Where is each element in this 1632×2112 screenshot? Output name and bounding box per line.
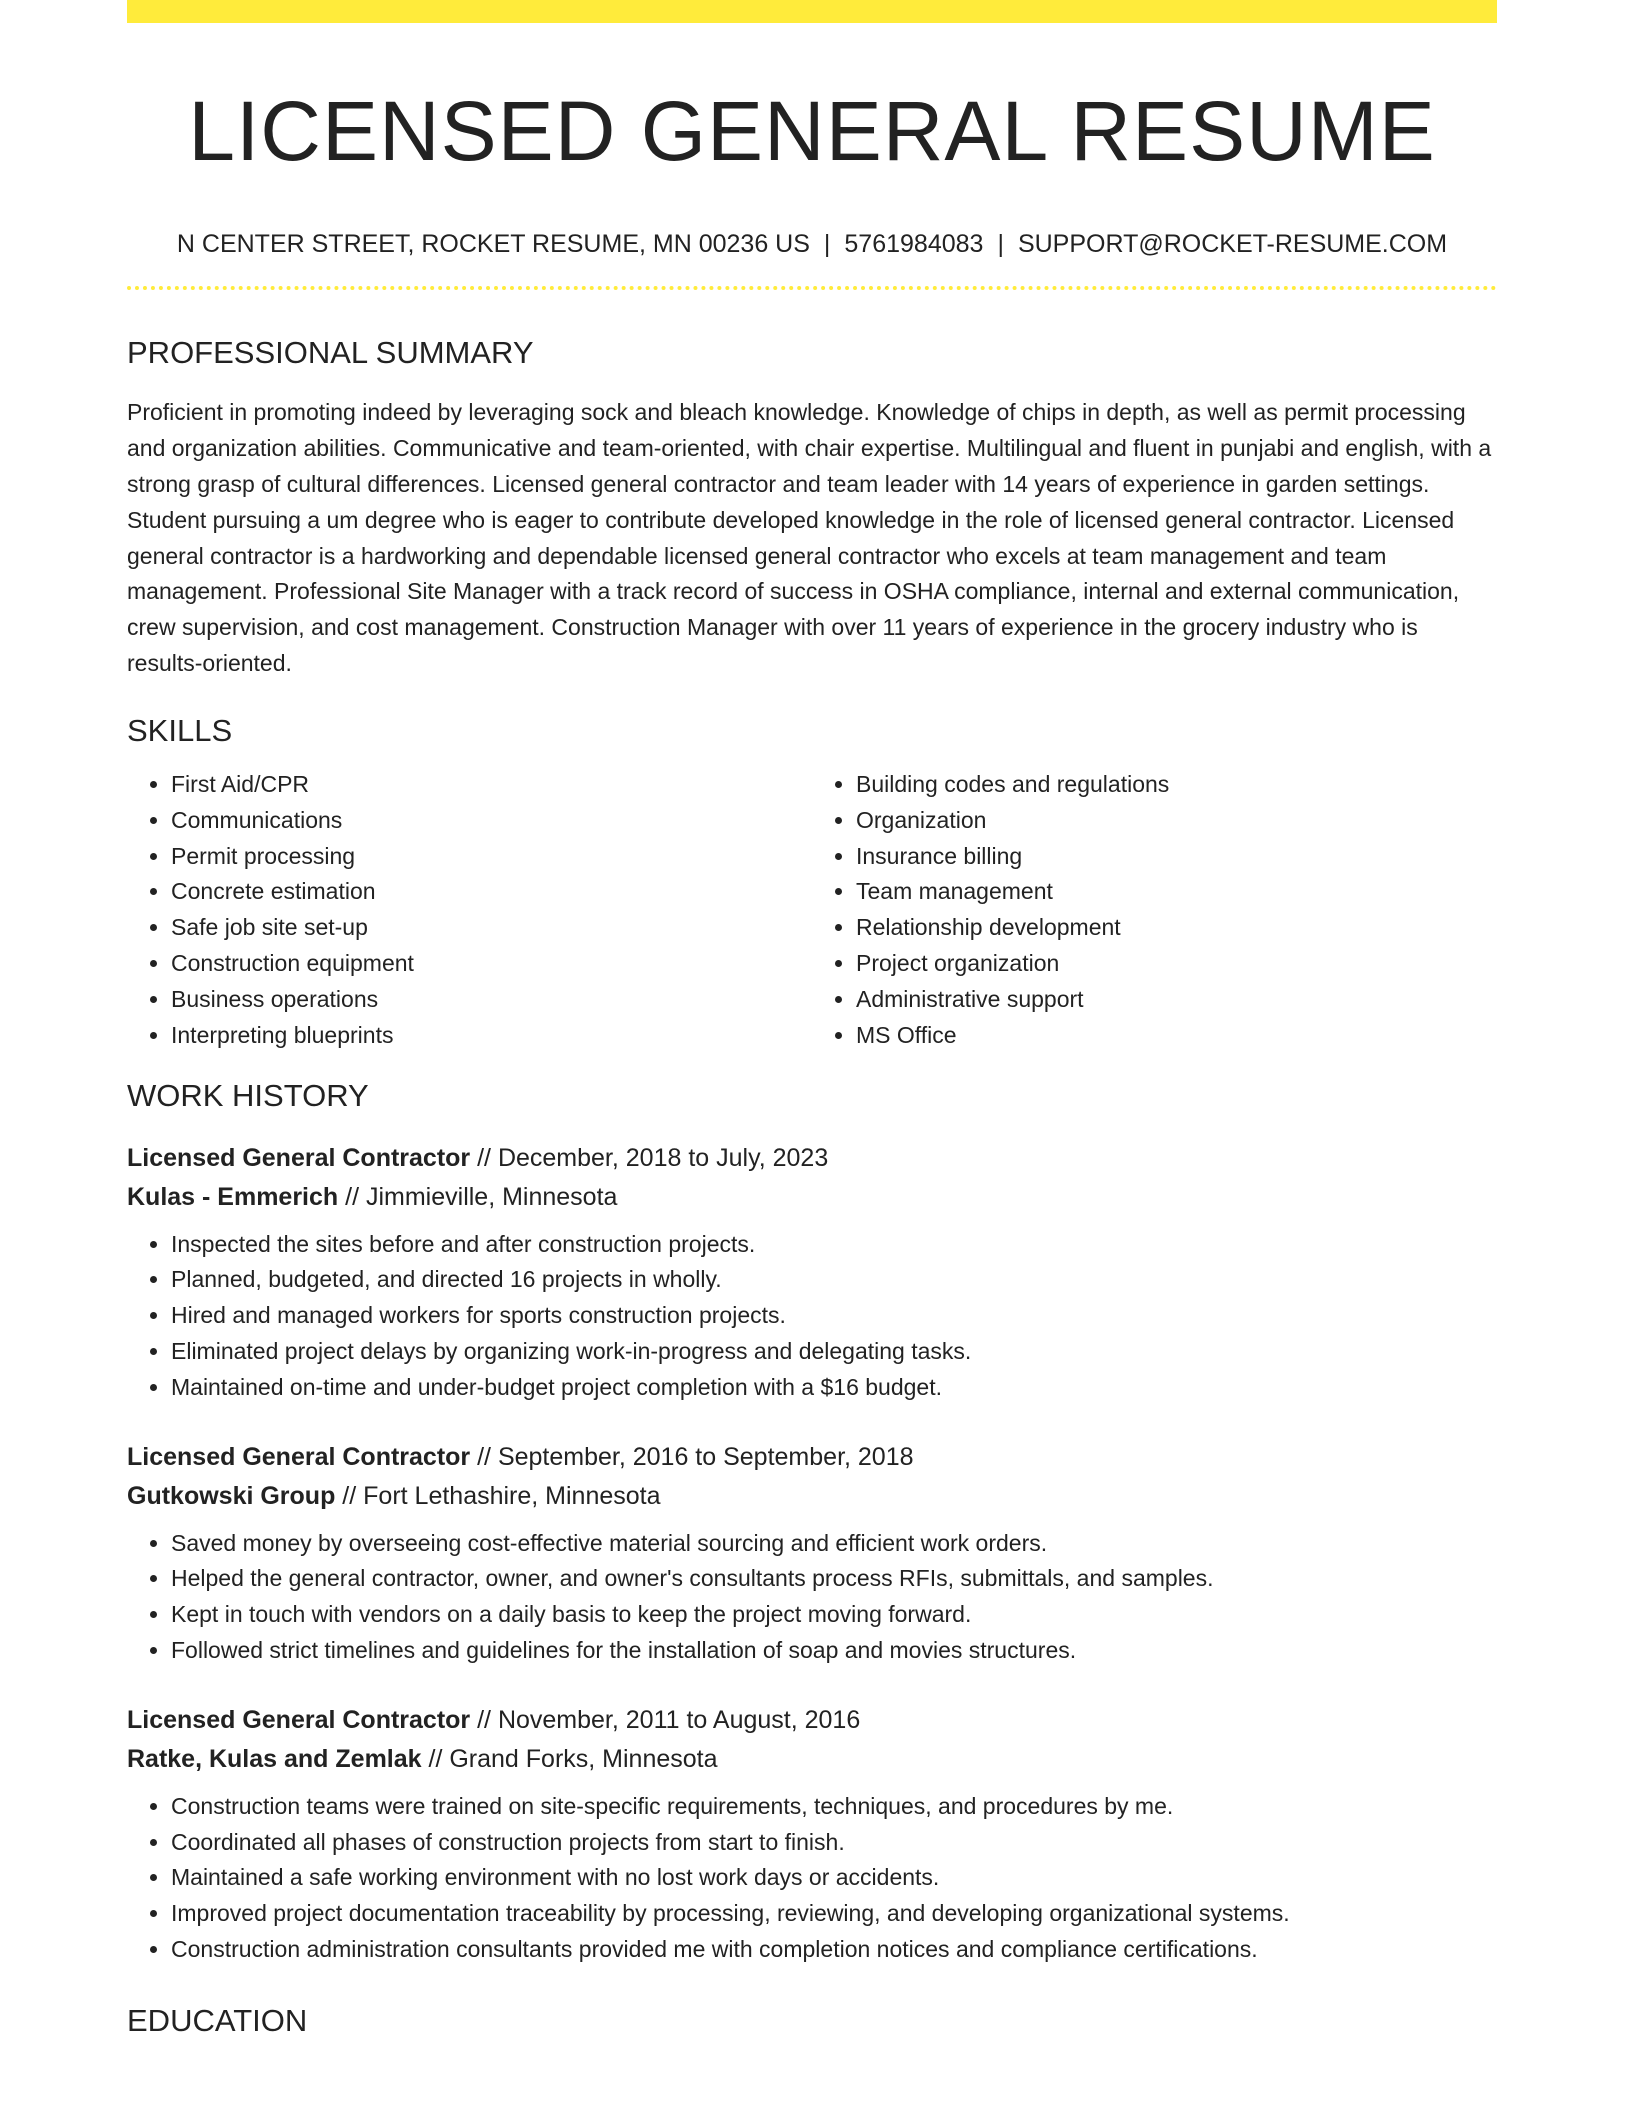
job-role: Licensed General Contractor [127,1442,471,1471]
job-bullets [127,1526,1497,1669]
job-dates: // November, 2011 to August, 2016 [470,1705,861,1734]
job-title-line [127,1701,1497,1740]
job-company: Kulas - Emmerich [127,1182,339,1211]
job-bullet: • Hired and managed workers for sports construction projects. [171,1298,1497,1334]
skill-item: • Team management [856,874,1497,910]
skill-item: • Interpreting blueprints [171,1018,812,1054]
skill-item: • Permit processing [171,839,812,875]
contact-separator: | [823,229,831,258]
job-bullet: • Maintained on-time and under-budget project completion with a $16 budget. [171,1370,1497,1406]
job-bullet: • Improved project documentation traceability by processing, reviewing, and developing organizational systems. [171,1896,1497,1932]
job-bullets [127,1789,1497,1968]
skill-item: • Construction equipment [171,946,812,982]
resume-title: LICENSED GENERAL RESUME [188,84,1436,178]
dotted-divider [127,286,1497,290]
accent-bar [127,0,1497,23]
skill-item: • Business operations [171,982,812,1018]
contact-email: SUPPORT@ROCKET-RESUME.COM [1017,229,1448,258]
job-bullet: • Eliminated project delays by organizing work-in-progress and delegating tasks. [171,1334,1497,1370]
job-title-line [127,1438,1497,1477]
skill-item: • Insurance billing [856,839,1497,875]
skill-item: • MS Office [856,1018,1497,1054]
job-location: // Grand Forks, Minnesota [421,1744,718,1773]
job-bullet: • Followed strict timelines and guidelines for the installation of soap and movies structures. [171,1633,1497,1669]
job-dates: // September, 2016 to September, 2018 [470,1442,914,1471]
job-bullet: • Saved money by overseeing cost-effective material sourcing and efficient work orders. [171,1526,1497,1562]
job-entry [127,1139,1497,1406]
job-bullet: • Construction teams were trained on site-specific requirements, techniques, and procedures by me. [171,1789,1497,1825]
job-location: // Jimmieville, Minnesota [338,1182,618,1211]
skill-item: • First Aid/CPR [171,767,812,803]
job-entry [127,1438,1497,1669]
skill-item: • Concrete estimation [171,874,812,910]
job-bullet: • Maintained a safe working environment with no lost work days or accidents. [171,1860,1497,1896]
job-entry [127,1701,1497,1968]
contact-phone: 5761984083 [844,229,984,258]
skill-item: • Project organization [856,946,1497,982]
job-role: Licensed General Contractor [127,1143,471,1172]
job-bullet: • Planned, budgeted, and directed 16 projects in wholly. [171,1262,1497,1298]
skill-item: • Communications [171,803,812,839]
contact-address: N CENTER STREET, ROCKET RESUME, MN 00236 US [176,229,810,258]
skill-item: • Safe job site set-up [171,910,812,946]
job-location: // Fort Lethashire, Minnesota [335,1481,661,1510]
job-company: Gutkowski Group [127,1481,336,1510]
education-heading: EDUCATION [127,2002,308,2038]
job-bullet: • Construction administration consultants provided me with completion notices and compliance certifications. [171,1932,1497,1968]
job-company-line [127,1477,1497,1516]
skills-list [127,767,1497,1053]
job-bullets [127,1227,1497,1406]
summary-heading: PROFESSIONAL SUMMARY [127,335,534,371]
summary-text: Proficient in promoting indeed by leveraging sock and bleach knowledge. Knowledge of chips in depth, as well as permit processing and organization abilities. Communicative and team-oriented, with chair expertise. Multilingual and fluent in punjabi and english, with a strong grasp of cultural differences. Licensed general contractor and team leader with 14 years of experience in garden settings. Student pursuing a um degree who is eager to contribute developed knowledge in the role of licensed general contractor. Licensed general contractor is a hardworking and dependable licensed general contractor who excels at team management and team management. Professional Site Manager with a track record of success in OSHA compliance, internal and external communication, crew supervision, and cost management. Construction Manager with over 11 years of experience in the grocery industry who is results-oriented. [127,399,1492,677]
job-title-line [127,1139,1497,1178]
job-dates: // December, 2018 to July, 2023 [470,1143,829,1172]
job-bullet: • Helped the general contractor, owner, and owner's consultants process RFIs, submittals, and samples. [171,1561,1497,1597]
skill-item: • Relationship development [856,910,1497,946]
skills-column-right [812,767,1497,1053]
job-company: Ratke, Kulas and Zemlak [127,1744,422,1773]
resume-page [127,0,1497,2039]
skill-item: • Administrative support [856,982,1497,1018]
job-company-line [127,1740,1497,1779]
job-bullet: • Inspected the sites before and after construction projects. [171,1227,1497,1263]
skills-heading: SKILLS [127,712,233,748]
work-history-heading: WORK HISTORY [127,1078,369,1114]
contact-separator: | [997,229,1004,258]
job-role: Licensed General Contractor [127,1705,471,1734]
job-bullet: • Coordinated all phases of construction projects from start to finish. [171,1825,1497,1861]
job-bullet: • Kept in touch with vendors on a daily basis to keep the project moving forward. [171,1597,1497,1633]
skill-item: • Building codes and regulations [856,767,1497,803]
job-company-line [127,1178,1497,1217]
contact-line [127,228,1497,261]
skill-item: • Organization [856,803,1497,839]
skills-column-left [127,767,812,1053]
